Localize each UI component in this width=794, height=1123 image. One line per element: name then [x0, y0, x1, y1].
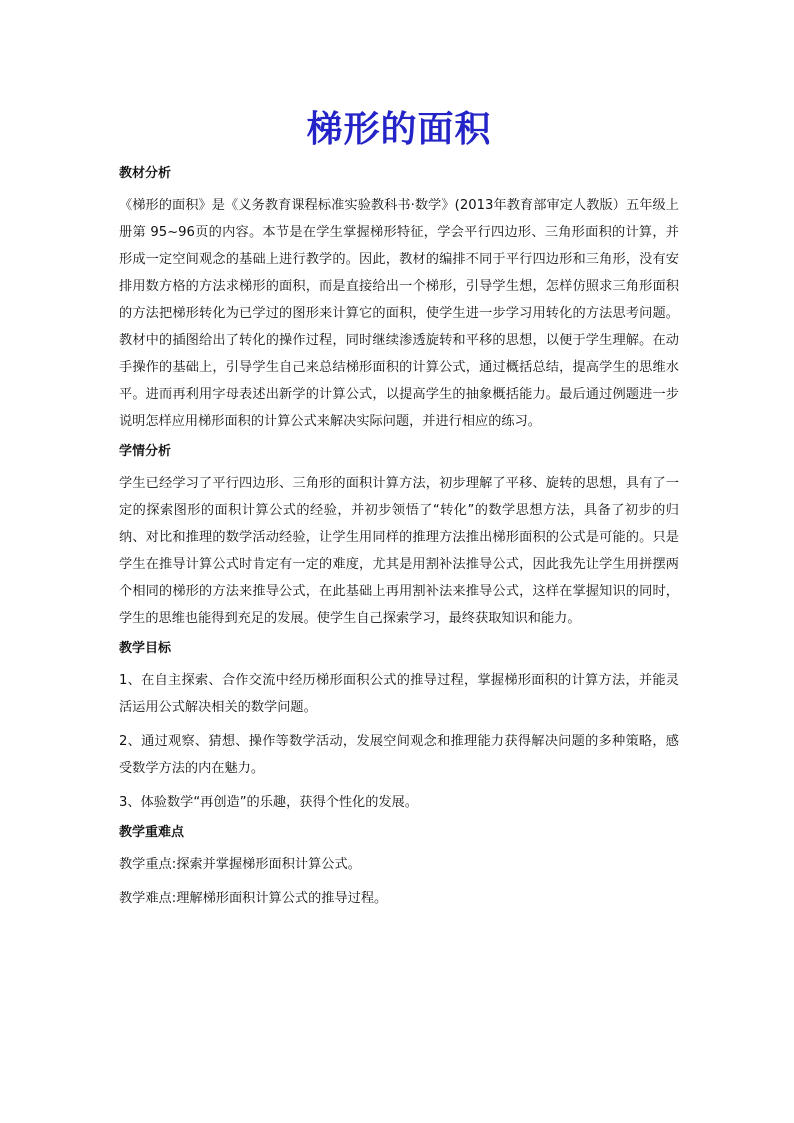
section-key-points — [119, 823, 679, 912]
section-paragraph: 《梯形的面积》是《义务教育课程标准实验教科书·数学》(2013年教育部审定人教版）五年级上册第 95~96页的内容。本节是在学生掌握梯形特征，学会平行四边形、三角形面积的计算，并形成一定空间观念的基础上进行教学的。因此，教材的编排不同于平行四边形和三角形，没有安排用数方格的方法求梯形的面积，而是直接给出一个梯形，引导学生想，怎样仿照求三角形面积的方法把梯形转化为已学过的图形来计算它的面积，使学生进一步学习用转化的方法思考问题。教材中的插图给出了转化的操作过程，同时继续渗透旋转和平移的思想，以便于学生理解。在动手操作的基础上，引导学生自己来总结梯形面积的计算公式，通过概括总结，提高学生的思维水平。进而再利用字母表述出新学的计算公式，以提高学生的抽象概括能力。最后通过例题进一步说明怎样应用梯形面积的计算公式来解决实际问题，并进行相应的练习。 — [119, 198, 679, 429]
section-heading: 教学目标 — [119, 641, 172, 656]
section-textbook-analysis — [119, 164, 679, 435]
section-learner-analysis — [119, 442, 679, 632]
page-title: 梯形的面积 — [306, 109, 492, 150]
section-heading: 学情分析 — [119, 444, 172, 459]
goal-item: 1、在自主探索、合作交流中经历梯形面积公式的推导过程，掌握梯形面积的计算方法，并能灵活运用公式解决相关的数学问题。 — [119, 673, 679, 715]
goal-item: 3、体验数学“再创造”的乐趣，获得个性化的发展。 — [119, 795, 418, 810]
key-point-item: 教学重点:探索并掌握梯形面积计算公式。 — [119, 857, 361, 872]
section-heading: 教材分析 — [119, 166, 172, 181]
section-teaching-goals — [119, 639, 679, 816]
section-paragraph: 学生已经学习了平行四边形、三角形的面积计算方法，初步理解了平移、旋转的思想，具有了一定的探索图形的面积计算公式的经验，并初步领悟了“转化”的数学思想方法，具备了初步的归纳、对比和推理的数学活动经验，让学生用同样的推理方法推出梯形面积的公式是可能的。只是学生在推导计算公式时肯定有一定的难度，尤其是用割补法推导公式，因此我先让学生用拼摆两个相同的梯形的方法来推导公式，在此基础上再用割补法来推导公式，这样在掌握知识的同时，学生的思维也能得到充足的发展。使学生自己探索学习，最终获取知识和能力。 — [119, 476, 679, 626]
document-body — [119, 164, 679, 919]
goal-item: 2、通过观察、猜想、操作等数学活动，发展空间观念和推理能力获得解决问题的多种策略，感受数学方法的内在魅力。 — [119, 734, 679, 776]
difficulty-item: 教学难点:理解梯形面积计算公式的推导过程。 — [119, 891, 388, 906]
section-heading: 教学重难点 — [119, 825, 185, 840]
